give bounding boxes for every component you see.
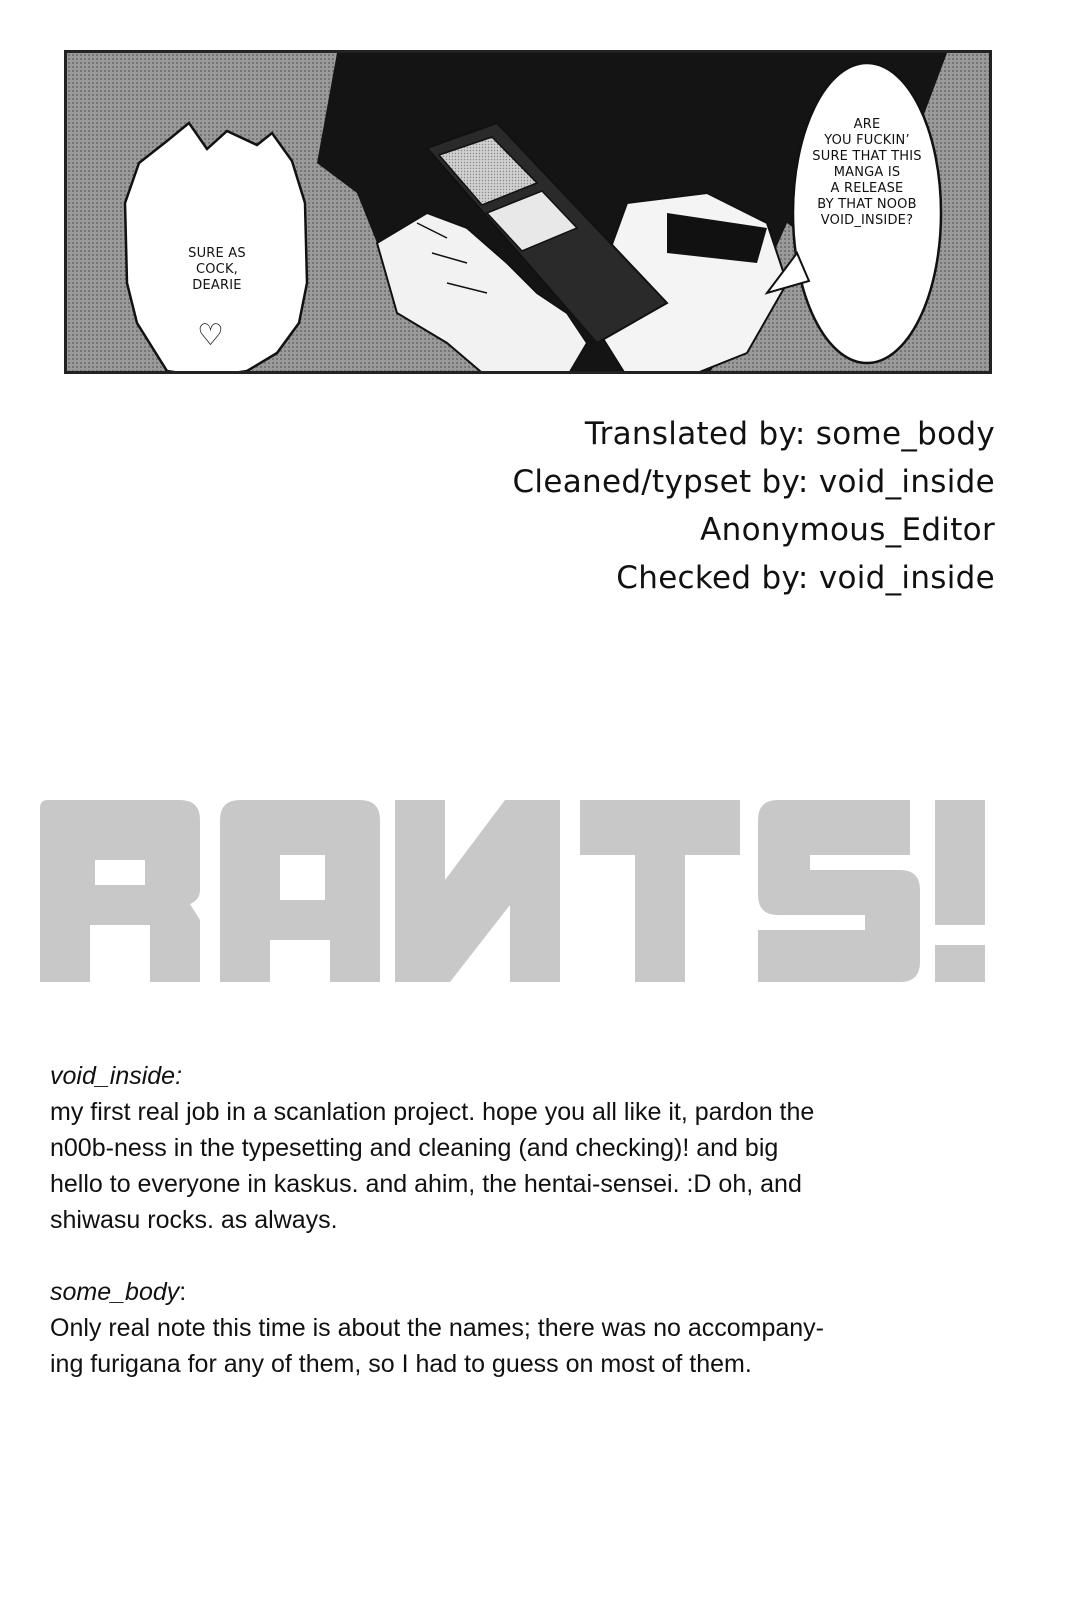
note-author: some_body [50, 1278, 180, 1306]
bubble-line: BY THAT NOOB [817, 197, 917, 212]
note-line: shiwasu rocks. as always. [50, 1206, 338, 1234]
note-line: hello to everyone in kaskus. and ahim, the hentai-sensei. :D oh, and [50, 1170, 802, 1198]
note-line: n00b-ness in the typesetting and cleaning (and checking)! and big [50, 1134, 779, 1162]
notes-section [50, 1058, 1000, 1418]
note-author-colon: : [179, 1278, 187, 1306]
credit-editor: Anonymous_Editor [700, 512, 995, 548]
bubble-line: MANGA IS [833, 165, 901, 180]
credit-cleaner-typesetter: Cleaned/typset by: void_inside [512, 464, 995, 500]
manga-panel [64, 50, 992, 374]
bubble-line: COCK, [195, 262, 239, 277]
note-some-body [50, 1274, 1000, 1382]
bubble-line: SURE AS [188, 246, 246, 261]
note-line: my first real job in a scanlation project. hope you all like it, pardon the [50, 1098, 815, 1126]
note-void-inside [50, 1058, 1000, 1238]
heart-icon: ♡ [197, 318, 224, 353]
note-author: void_inside: [50, 1062, 183, 1090]
bubble-line: A RELEASE [830, 181, 904, 196]
bubble-line: VOID_INSIDE? [820, 213, 914, 228]
bubble-line: DEARIE [192, 278, 242, 293]
speech-bubble-left [162, 246, 272, 294]
rants-banner [40, 800, 990, 990]
credit-checker: Checked by: void_inside [616, 560, 995, 596]
bubble-line: YOU FUCKIN’ [824, 133, 910, 148]
rants-title-graphic [40, 800, 985, 982]
bubble-line: ARE [853, 117, 881, 132]
speech-bubble-right [800, 117, 934, 229]
note-line: Only real note this time is about the names; there was no accompany- [50, 1314, 824, 1342]
credits-block [395, 410, 995, 602]
credit-translator: Translated by: some_body [584, 416, 995, 452]
bubble-line: SURE THAT THIS [812, 149, 922, 164]
note-line: ing furigana for any of them, so I had to guess on most of them. [50, 1350, 752, 1378]
